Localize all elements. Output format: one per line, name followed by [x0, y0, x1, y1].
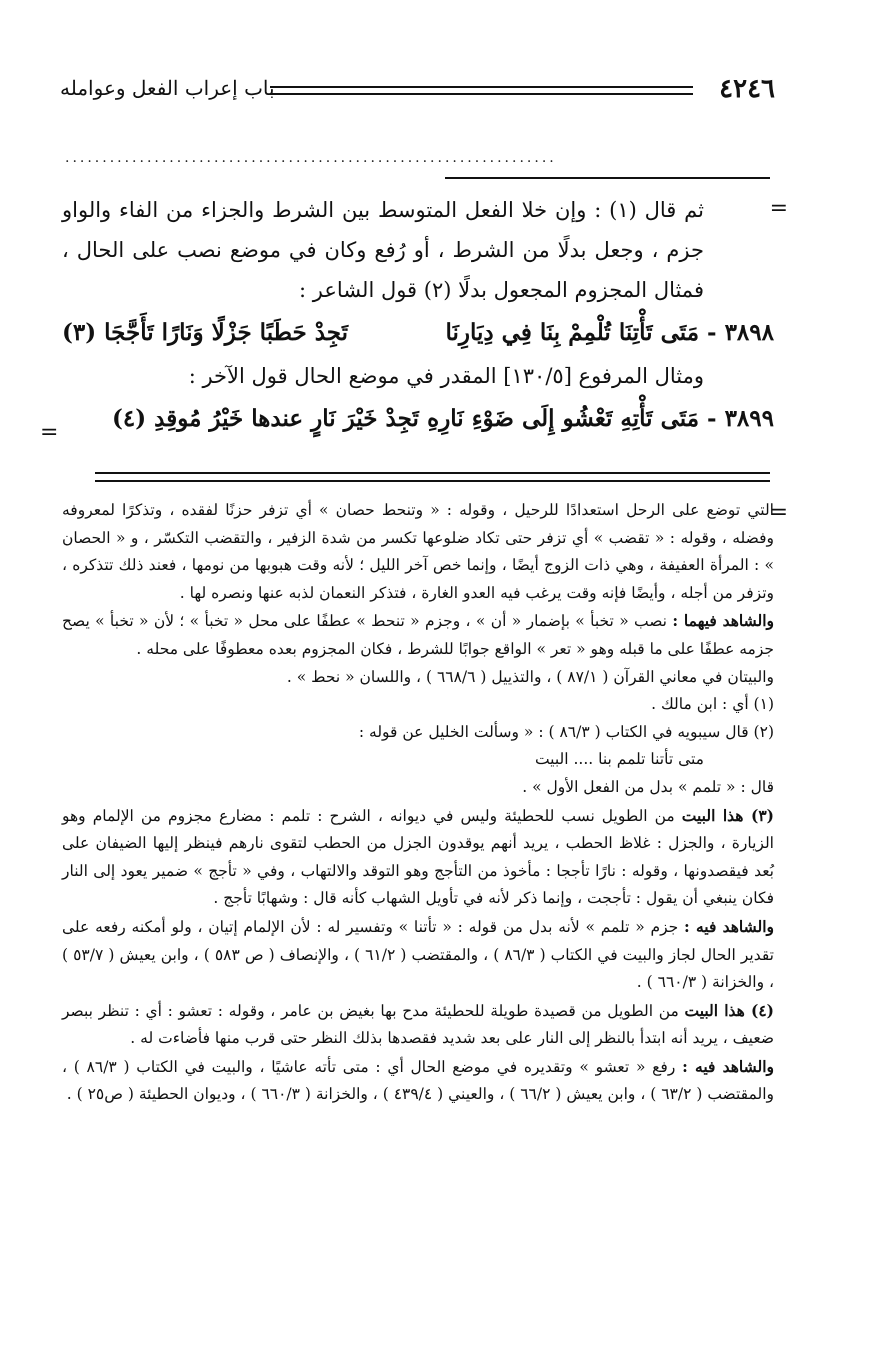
dotted-separator: ..................................................................	[65, 150, 557, 166]
footnote-body: نصب « تخبأ » بإضمار « أن » ، وجزم « تنحط » عطفًا على محل « تخبأ » ؛ لأن « تخبأ » يصح جزمه عطفًا على ما قبله وهو « تعر » الواقع جوابًا للشرط ، فكان المجزوم بعده معطوفًا على محله .	[62, 612, 774, 658]
footnote-text	[62, 913, 774, 997]
continuation-mark: =	[769, 196, 788, 221]
footnote-label: والشاهد فيه :	[682, 1056, 774, 1076]
header-rule	[270, 86, 693, 95]
main-paragraph: ومثال المرفوع [١٣٠/٥] المقدر في موضع الحال قول الآخر :	[188, 364, 704, 388]
text-separator-line	[445, 177, 770, 179]
footnote-3	[62, 802, 774, 913]
footnote-body: من الطويل نسب للحطيئة وليس في ديوانه ، الشرح : تلمم : مضارع مجزوم من الإلمام وهو الزيارة ، والجزل : غلاظ الحطب ، يريد أنهم يوقدون الجزل من الحطب لتقوى نارهم فينظر إليها الضيفان على بُعد فيقصدونها ، وقوله : نارًا تأججا : مأخوذ من التأجج وهو التوقد والالتهاب ، وفي « تأجج » ضمير يعود إلى النار فكان ينبغي أن يقول : تأججت ، وإنما ذكر لأنه في تأويل الشهاب كأنه قال : وشهابًا تأجج .	[62, 806, 774, 908]
footnote-label: (٤) هذا البيت	[684, 1000, 774, 1020]
verse-first-hemistich: ٣٨٩٩ - مَتَى تَأْتِهِ تَعْشُو إِلَى ضَوْءِ نَارِهِ	[427, 405, 774, 432]
poetry-verse	[62, 310, 774, 356]
verse-second-hemistich: تَجِدْ خَيْرَ نَارٍ عندها خَيْرُ مُوقِدِ (٤)	[112, 405, 419, 432]
footnote-body: رفع « تعشو » وتقديره في موضع الحال أي : متى تأته عاشيًا ، والبيت في الكتاب ( ٨٦/٣ ) ، والمقتضب ( ٦٣/٢ ) ، وابن يعيش ( ٦٦/٢ ) ، والعيني ( ٤٣٩/٤ ) ، والخزانة ( ٦٦٠/٣ ) ، وديوان الحطيئة ( ص٢٥ ) .	[62, 1057, 774, 1104]
footnote-label: والشاهد فيه :	[684, 916, 774, 936]
footnote-body: جزم « تلمم » لأنه بدل من قوله : « تأتنا » وتفسير له : لأن الإلمام إتيان ، ولو أمكنه رفعه على تقدير الحال لجاز والبيت في الكتاب ( ٨٦/٣ ) ، والمقتضب ( ٦١/٢ ) ، والإنصاف ( ص ٥٨٣ ) ، وابن يعيش ( ٥٣/٧ ) ، والخزانة ( ٦٦٠/٣ ) .	[62, 917, 775, 992]
footnote-label: (٣) هذا البيت	[681, 805, 774, 825]
verse-second-hemistich: تَجِدْ حَطَبًا جَزْلًا وَنَارًا تَأَجَّجَا (٣)	[62, 319, 349, 346]
verse-first-hemistich: ٣٨٩٨ - مَتَى تَأْتِنَا تُلْمِمْ بِنَا فِي دِيَارِنَا	[445, 319, 774, 346]
footnote-4	[62, 997, 774, 1053]
footnote-text	[62, 1053, 774, 1109]
footnote-2: (٢) قال سيبويه في الكتاب ( ٨٦/٣ ) : « وسألت الخليل عن قوله :	[358, 722, 774, 741]
chapter-title: باب إعراب الفعل وعوامله	[60, 76, 275, 100]
poetry-verse	[62, 396, 774, 442]
continuation-mark: =	[40, 420, 59, 445]
footnote-body: من الطويل من قصيدة طويلة للحطيئة مدح بها بغيض بن عامر ، وقوله : تعشو : أي : تنظر ببصر ضعيف ، يريد أنه ابتدأ بالنظر إلى النار على بعد شديد فقصدها بذلك النظر حتى قرب منها فأضاءت له .	[62, 1001, 774, 1048]
main-paragraph: ثم قال (١) : وإن خلا الفعل المتوسط بين الشرط والجزاء من الفاء والواو جزم ، وجعل بدلًا من الشرط ، أو رُفع وكان في موضع نصب على الحال ، فمثال المجزوم المجعول بدلًا (٢) قول الشاعر :	[62, 198, 704, 302]
page-header	[60, 70, 775, 110]
footnote-label: والشاهد فيهما :	[672, 611, 774, 631]
footnotes	[62, 497, 774, 1109]
footnote-text: قال : « تلمم » بدل من الفعل الأول » .	[522, 777, 774, 796]
footnote-separator	[95, 472, 770, 482]
footnote-text: التي توضع على الرحل استعدادًا للرحيل ، وقوله : « وتنحط حصان » أي تزفر حزنًا لفقده ، وتذكرًا لمعروفه وفضله ، وقوله : « تقضب » أي تزفر حتى تكاد ضلوعها تكسر من شدة الزفير ، والتقضب التكسّر ، و « الحصان » : المرأة العفيفة ، وهي ذات الزوج أيضًا ، وإنما خص آخر الليل ؛ لأنه وقت هبوبها من نومها ، فعند ذلك تتذكره ، وتزفر من أجله ، وأيضًا فإنه وقت يرغب فيه العدو الغارة ، فتذكر النعمان لذبه عنها ونصره لها .	[62, 501, 774, 602]
footnote-text: والبيتان في معاني القرآن ( ٨٧/١ ) ، والتذييل ( ٦٦٨/٦ ) ، واللسان « نحط » .	[286, 667, 774, 686]
main-text	[62, 190, 774, 442]
footnote-1: (١) أي : ابن مالك .	[651, 695, 774, 714]
footnote-text	[62, 607, 774, 663]
page-number: ٤٢٤٦	[719, 74, 775, 104]
continuation-mark: =	[769, 500, 788, 525]
footnote-verse: متى تأتنا تلمم بنا .... البيت	[534, 750, 704, 769]
